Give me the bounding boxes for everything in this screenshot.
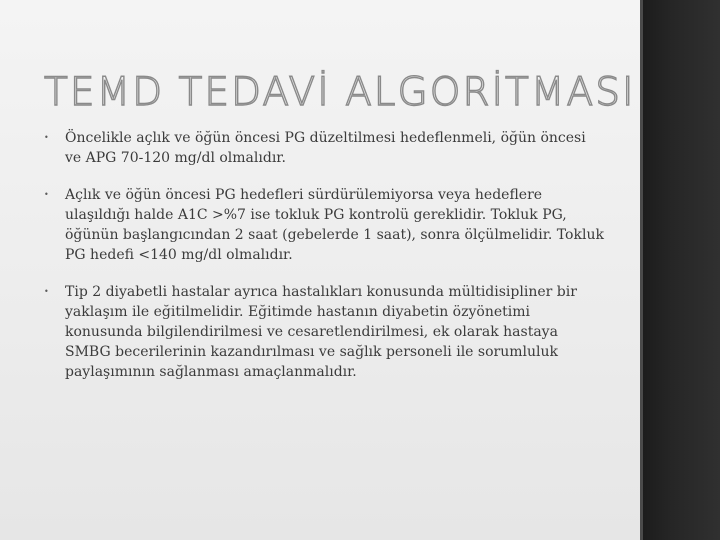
bullet-icon: • [44, 133, 49, 142]
bullet-item-3 [44, 282, 604, 382]
side-decoration-bar [640, 0, 720, 540]
slide-title: TEMD TEDAVİ ALGORİTMASI [44, 70, 636, 115]
bullet-text: Tip 2 diyabetli hastalar ayrıca hastalıkları konusunda mültidisipliner bir yaklaşım ile eğitilmelidir. Eğitimde hastanın diyabetin özyönetimi konusunda bilgilendirilmesi ve cesaretlendirilmesi, ek olarak hastaya SMBG becerilerinin kazandırılması ve sağlık personeli ile sorumluluk paylaşımının sağlanması amaçlanmalıdır. [65, 284, 577, 380]
bullet-item-2 [44, 185, 604, 265]
bullet-icon: • [44, 190, 49, 199]
bullet-text: Açlık ve öğün öncesi PG hedefleri sürdürülemiyorsa veya hedeflere ulaşıldığı halde A1C >%7 ise tokluk PG kontrolü gereklidir. Tokluk PG, öğünün başlangıcından 2 saat (gebelerde 1 saat), sonra ölçülmelidir. Tokluk PG hedefi <140 mg/dl olmalıdır. [65, 187, 604, 263]
bullet-list [44, 128, 604, 399]
bullet-item-1 [44, 128, 604, 168]
bullet-icon: • [44, 287, 49, 296]
bullet-text: Öncelikle açlık ve öğün öncesi PG düzeltilmesi hedeflenmeli, öğün öncesi ve APG 70-120 mg/dl olmalıdır. [65, 130, 586, 166]
